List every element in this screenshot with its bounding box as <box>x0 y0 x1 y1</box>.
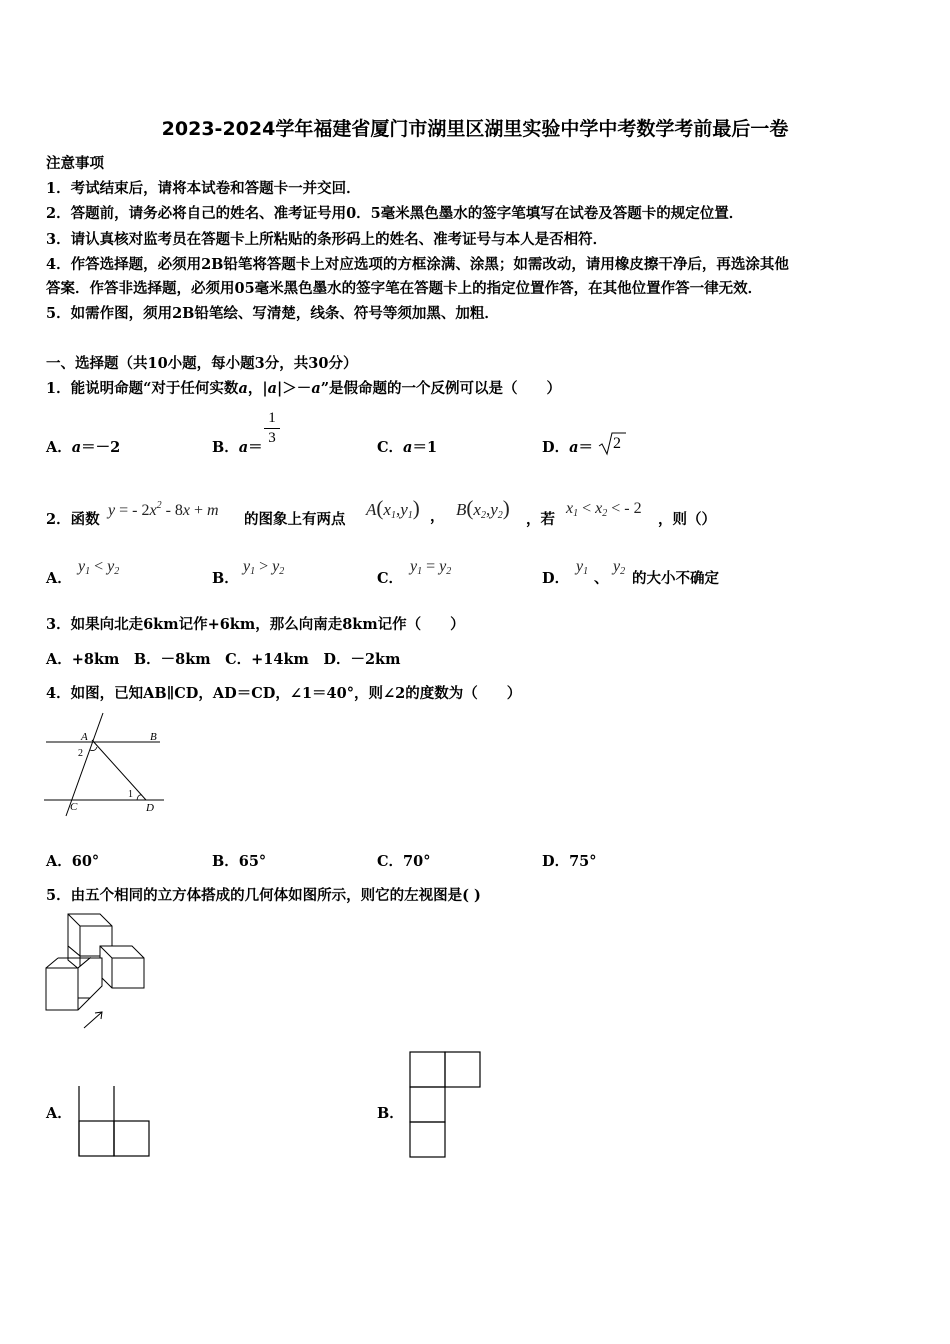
q1-option-a[interactable]: A．a＝－2 <box>46 439 121 456</box>
point-b: $B(x_2,y_2)$ <box>456 496 510 521</box>
q2-option-d-text: 的大小不确定 <box>632 570 719 587</box>
page-title: 2023-2024学年福建省厦门市湖里区湖里实验中学中考数学考前最后一卷 <box>161 118 789 140</box>
fraction-bar <box>264 428 280 429</box>
view-arrow-icon <box>84 1012 102 1028</box>
q5-cube-figure <box>44 912 148 1032</box>
angle-1-arc <box>137 795 142 800</box>
fraction-numerator: 1 <box>268 410 276 426</box>
label-b: B <box>150 731 157 743</box>
q2-cond: ，若 <box>526 511 555 528</box>
q1-option-b[interactable]: B．a＝ <box>212 439 263 456</box>
label-a: A <box>81 731 88 743</box>
q2-option-a[interactable]: $y_1 < y_2$ <box>78 558 120 577</box>
q4-option-c[interactable]: C．70° <box>377 853 431 870</box>
q2-function: y = - $2x^2 - 8x + m$ <box>108 500 219 519</box>
q2-option-d-label[interactable]: D． <box>542 570 570 587</box>
q2-stem-start: 2．函数 <box>46 511 100 528</box>
q4-stem: 4．如图，已知AB∥CD，AD＝CD，∠1＝40°，则∠2的度数为（ ） <box>46 685 522 702</box>
q1-option-c[interactable]: C．a＝1 <box>377 439 438 456</box>
label-d: D <box>146 802 154 814</box>
q4-option-d[interactable]: D．75° <box>542 853 597 870</box>
q5-option-b-label[interactable]: B． <box>377 1105 404 1122</box>
q2-option-b-label[interactable]: B． <box>212 570 239 587</box>
notice-line: 2．答题前，请务必将自己的姓名、准考证号用0．5毫米黑色墨水的签字笔填写在试卷及答题卡的规定位置． <box>46 205 744 222</box>
q2-option-d-sep: 、 <box>594 570 609 587</box>
notice-line: 4．作答选择题，必须用2B铅笔将答题卡上对应选项的方框涂满、涂黑；如需改动，请用橡皮擦干净后，再选涂其他 <box>46 256 789 273</box>
notice-heading: 注意事项 <box>46 155 104 172</box>
q4-option-b[interactable]: B．65° <box>212 853 267 870</box>
q2-option-a-label[interactable]: A． <box>46 570 72 587</box>
point-a: $A(x_1,y_1)$ <box>366 496 420 521</box>
notice-line: 3．请认真核对监考员在答题卡上所粘贴的条形码上的姓名、准考证号与本人是否相符． <box>46 231 608 248</box>
q3-stem: 3．如果向北走6km记作+6km，那么向南走8km记作（ ） <box>46 616 465 633</box>
q5-option-a-label[interactable]: A． <box>46 1105 72 1122</box>
q2-option-b[interactable]: $y_1 > y_2$ <box>243 558 285 577</box>
fraction-one-third <box>264 410 280 447</box>
q4-option-a[interactable]: A．60° <box>46 853 100 870</box>
q5-stem: 5．由五个相同的立方体搭成的几何体如图所示，则它的左视图是( ) <box>46 887 481 904</box>
q3-options[interactable]: A．+8km B．－8km C．+14km D．－2km <box>46 651 401 668</box>
q5-option-b-figure[interactable] <box>409 1051 483 1159</box>
cube-front <box>78 958 102 998</box>
label-c: C <box>70 801 78 813</box>
q1-stem: 1．能说明命题“对于任何实数a，|a|＞－a”是假命题的一个反例可以是（ ） <box>46 380 562 397</box>
q2-option-d-y2: $y_2$ <box>613 558 626 577</box>
line-ad <box>92 740 146 800</box>
q2-option-d-y1: $y_1$ <box>576 558 589 577</box>
q4-geometry-figure <box>44 712 166 816</box>
q2-comma: ， <box>430 508 445 525</box>
q2-option-c-label[interactable]: C． <box>377 570 404 587</box>
section-heading: 一、选择题（共10小题，每小题3分，共30分） <box>46 355 358 372</box>
sqrt-radicand: 2 <box>613 435 621 452</box>
label-angle-2: 2 <box>78 748 83 759</box>
q2-stem-mid: 的图象上有两点 <box>244 511 346 528</box>
notice-line: 1．考试结束后，请将本试卷和答题卡一并交回． <box>46 180 361 197</box>
q1-option-d[interactable]: D．a＝ <box>542 439 593 456</box>
q2-stem-end: ，则（） <box>658 511 716 528</box>
q5-option-a-figure[interactable] <box>78 1086 152 1158</box>
notice-line: 5．如需作图，须用2B铅笔绘、写清楚，线条、符号等须加黑、加粗． <box>46 305 499 322</box>
notice-line: 答案．作答非选择题，必须用05毫米黑色墨水的签字笔在答题卡上的指定位置作答，在其他位置作答一律无效． <box>46 280 763 297</box>
fraction-denominator: 3 <box>268 430 276 446</box>
q2-option-c[interactable]: $y_1 = y_2$ <box>410 558 452 577</box>
label-angle-1: 1 <box>128 789 133 800</box>
q2-condition: $x_1 < x_2$ < - 2 <box>566 500 642 519</box>
